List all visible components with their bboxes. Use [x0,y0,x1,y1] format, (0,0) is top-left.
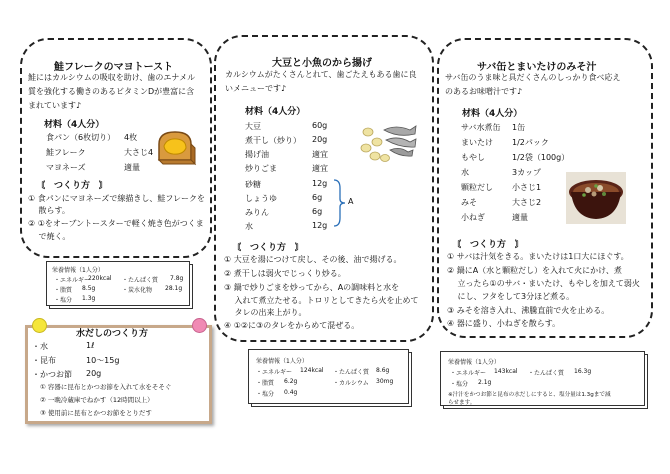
ingredient-qty: 6g [312,207,323,216]
recipe-title: 鮭フレークのマヨトースト [54,62,174,73]
method-step: 立ったら①のサバ・まいたけ、もやしを加えて弱火 [447,279,640,288]
dashi-ingredient-name: ・かつお節 [32,370,72,379]
nutrition-label: ・たんぱく質 [528,370,565,377]
nutrition-label: ・エネルギー [256,369,293,376]
ingredient-qty: 適量 [512,213,528,222]
ingredient-name: 煮干し（炒り） [245,136,301,145]
ingredient-qty: 60g [312,121,328,130]
nutrition-label: ・炭水化物 [122,287,153,294]
method-step: ④ ①②に③のタレをからめて混ぜる。 [224,321,360,330]
recipe-intro-line: のあるお味噌汁です♪ [445,87,523,96]
nutrition-value: 0.4g [284,389,298,396]
nutrition-title: 栄養情報（1人分） [448,359,500,366]
nutrition-value: 124kcal [300,367,324,374]
nutrition-value: 6.2g [284,378,298,385]
method-step: ② ①をオーブントースターで軽く焼き色がつくま [28,219,204,228]
nutrition-label: ・エネルギー [450,370,487,377]
miso-soup-photo [566,172,626,224]
ingredient-qty: 1/2パック [512,138,549,147]
ingredient-qty: 小さじ1 [512,183,542,192]
ingredient-name: 顆粒だし [461,183,493,192]
method-step: 入れて煮立たせる。トロリとしてきたら火を止めて [224,296,419,305]
nutrition-value: 8.6g [376,367,390,374]
ingredient-qty: 適宜 [312,150,328,159]
nutrition-label: ・たんぱく質 [333,369,370,376]
ingredient-name: 大豆 [245,122,261,131]
nutrition-label: ・塩分 [256,391,275,398]
nutrition-title: 栄養情報（1人分） [256,358,308,365]
materials-heading: 材料（4人分） [245,107,306,117]
dashi-ingredient-qty: 20g [86,369,102,378]
ingredient-name: まいたけ [461,138,493,147]
method-heading: 〘 つくり方 〙 [452,240,525,250]
dashi-step: ② 一晩冷蔵庫でねかす（12時間以上） [40,396,154,404]
method-step: ③ みそを溶き入れ、沸騰直前で火を止める。 [447,306,610,315]
nutrition-label: ・エネルギー [54,277,91,284]
nutrition-value: 8.5g [82,285,96,292]
dashi-step: ③ 使用前に昆布とかつお節をとりだす [40,409,152,417]
materials-heading: 材料（4人分） [462,109,523,119]
nutrition-label: ・脂質 [54,287,73,294]
ingredient-qty: 大さじ4 [124,148,154,157]
recipe-title: サバ缶とまいたけのみそ汁 [477,62,597,73]
group-label: A [348,197,354,206]
nutrition-label: ・塩分 [54,297,73,304]
recipe-intro-line: 鮭にはカルシウムの吸収を助け、歯のエナメル [28,73,196,82]
nutrition-label: ・たんぱく質 [122,277,159,284]
ingredient-name: 炒りごま [245,164,277,173]
nutrition-value: 16.3g [574,368,592,375]
ingredient-name: 水 [245,222,253,231]
dashi-title: 水だしのつくり方 [76,329,149,339]
bracket-icon [332,178,346,228]
method-step: にし、フタをして3分ほど煮る。 [447,292,575,301]
method-step: ② 鍋にA（水と顆粒だし）を入れて火にかけ、煮 [447,266,622,275]
method-step: ① 食パンにマヨネーズで線描きし、鮭フレークを [28,194,205,203]
nutrition-value: 143kcal [494,368,518,375]
ingredient-name: 水 [461,168,469,177]
dashi-ingredient-qty: 10〜15g [86,356,120,365]
ingredient-qty: 適量 [124,163,140,172]
method-step: ② 煮干しは弱火でじっくり炒る。 [224,269,346,278]
recipe-title: 大豆と小魚のから揚げ [272,58,372,69]
nutrition-title: 栄養情報（1人分） [52,267,104,274]
nutrition-note: ※汁汁をかつお節と昆布の水だしにすると、塩分量は1.3gまで減 [448,392,611,398]
ingredient-name: みそ [461,198,477,207]
ingredient-qty: 12g [312,221,328,230]
ingredient-name: マヨネーズ [46,163,86,172]
method-step: ① サバは汁気をきる。まいたけは1口大にほぐす。 [447,252,629,261]
ingredient-qty: 6g [312,193,323,202]
ingredient-name: 砂糖 [245,180,261,189]
nutrition-value: 2.1g [478,379,492,386]
nutrition-value: 220kcal [88,275,112,282]
ingredient-qty: 3カップ [512,168,542,177]
ingredient-qty: 1缶 [512,123,526,132]
method-step: タレの出来上がり。 [224,308,307,317]
ingredient-name: もやし [461,153,485,162]
method-step: ① 大豆を湯につけて戻し、その後、油で揚げる。 [224,255,402,264]
recipe-intro-line: いメニューです♪ [225,84,287,93]
method-step: ③ 鍋で炒りごまを炒ってから、Aの調味料と水を [224,283,400,292]
nutrition-label: ・脂質 [256,380,275,387]
ingredient-name: みりん [245,208,269,217]
yellow-pin-icon [32,318,47,333]
nutrition-value: 7.8g [170,275,184,282]
soybeans-fish-illustration [358,118,418,166]
ingredient-name: 食パン（6枚切り） [46,133,116,142]
ingredient-qty: 4枚 [124,133,138,142]
dashi-ingredient-name: ・水 [32,342,48,351]
nutrition-label: ・カルシウム [333,380,369,387]
ingredient-qty: 20g [312,135,328,144]
recipe-intro-line: まれています♪ [28,101,82,110]
nutrition-value: 1.3g [82,295,96,302]
dashi-step: ① 容器に昆布とかつお節を入れて水をそそぐ [40,383,172,391]
method-step: で焼く。 [28,232,71,241]
dashi-ingredient-qty: 1ℓ [86,341,95,350]
recipe-intro-line: 質を強化する働きのあるビタミンDが豊富に含 [28,87,195,96]
recipe-intro-line: サバ缶のうま味と具だくさんのしっかり食べ応え [445,73,621,82]
materials-heading: 材料（4人分） [44,120,105,130]
ingredient-qty: 1/2袋（100g） [512,153,570,162]
pink-pin-icon [192,318,207,333]
ingredient-name: サバ水煮缶 [461,123,501,132]
method-step: 散らす。 [28,206,70,215]
ingredient-qty: 適宜 [312,164,328,173]
method-heading: 〘 つくり方 〙 [232,243,305,253]
nutrition-note: らせます。 [448,400,476,406]
nutrition-value: 28.1g [165,285,183,292]
nutrition-label: ・塩分 [450,381,469,388]
method-step: ④ 器に盛り、小ねぎを散らす。 [447,319,561,328]
dashi-ingredient-name: ・昆布 [32,356,56,365]
toast-illustration [155,128,197,168]
ingredient-name: 小ねぎ [461,213,485,222]
ingredient-qty: 大さじ2 [512,198,542,207]
ingredient-name: 鮭フレーク [46,148,86,157]
ingredient-name: しょうゆ [245,194,277,203]
recipe-intro-line: カルシウムがたくさんとれて、歯ごたえもある歯に良 [225,70,417,79]
ingredient-name: 揚げ油 [245,150,269,159]
nutrition-value: 30mg [376,378,394,385]
ingredient-qty: 12g [312,179,328,188]
method-heading: 〘 つくり方 〙 [36,181,109,191]
